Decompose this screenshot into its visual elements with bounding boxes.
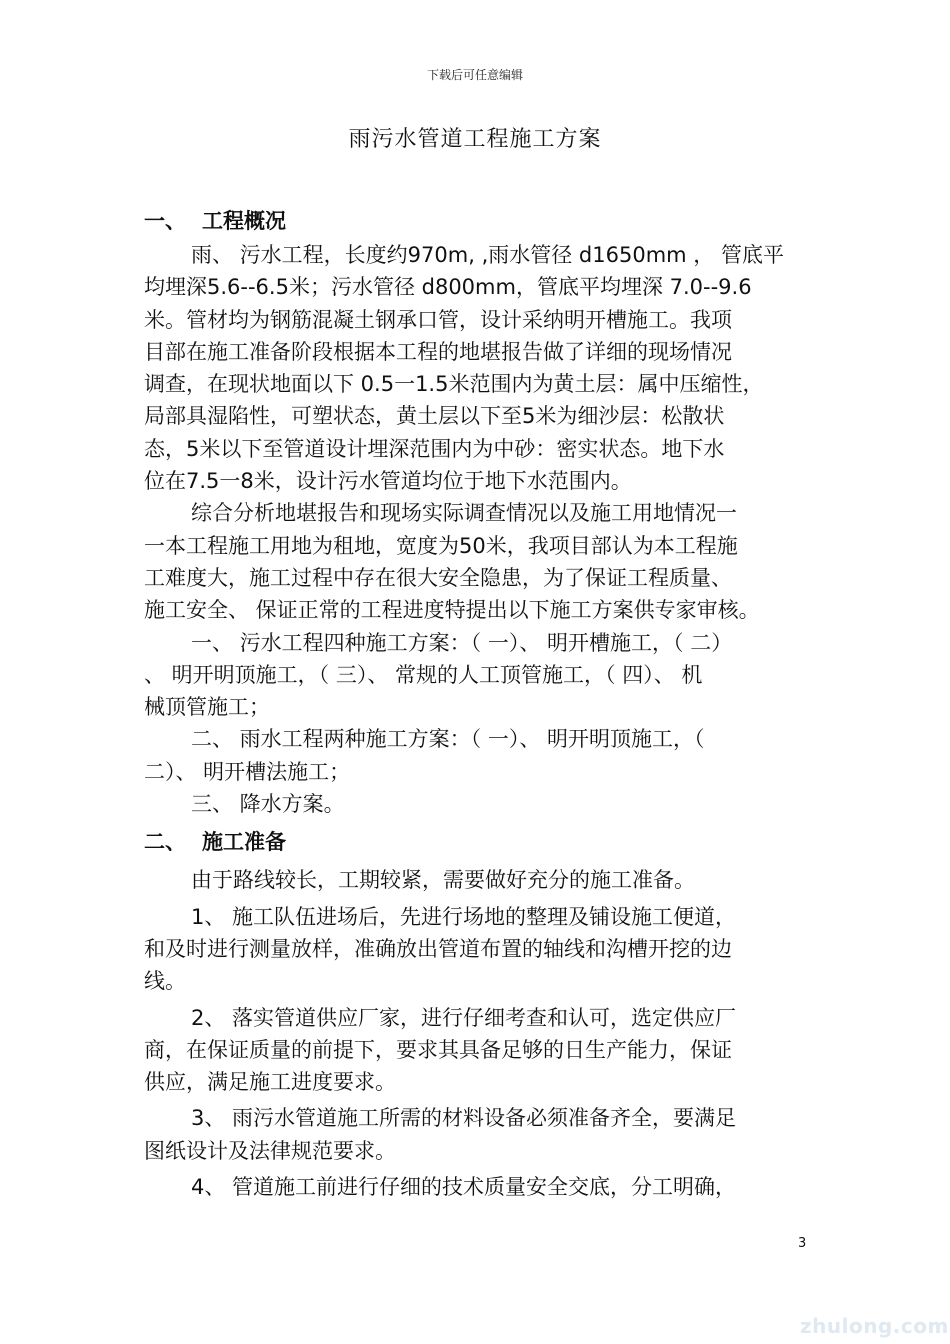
text-line: 调查，在现状地面以下 0.5一1.5米范围内为黄土层：属中压缩性， [144, 372, 764, 397]
paragraph [144, 1171, 812, 1203]
section-heading-preparation [144, 824, 812, 860]
text-line: 2、 落实管道供应厂家，进行仔细考查和认可，选定供应厂 [191, 1005, 737, 1030]
text-line: 一、 污水工程四种施工方案：（ 一）、 明开槽施工，（ 二） [191, 630, 733, 655]
text-line: 、 明开明顶施工，（ 三）、 常规的人工顶管施工，（ 四）、 机 [144, 662, 703, 687]
text-line: 施工安全、 保证正常的工程进度特提出以下施工方案供专家审核。 [144, 598, 760, 623]
text-line: 线。 [144, 969, 186, 994]
section-body-preparation [144, 864, 812, 1203]
text-line: 米。管材均为钢筋混凝土钢承口管，设计采纳明开槽施工。我项 [144, 307, 732, 332]
text-line: 位在7.5一8米，设计污水管道均位于地下水范围内。 [144, 469, 632, 494]
paragraph [144, 239, 812, 497]
document-title: 雨污水管道工程施工方案 [348, 127, 602, 152]
text-line: 一本工程施工用地为租地，宽度为50米，我项目部认为本工程施 [144, 533, 738, 558]
section-body-overview [144, 239, 812, 820]
section-number: 二、 [144, 830, 186, 855]
text-line: 综合分析地堪报告和现场实际调查情况以及施工用地情况一 [191, 501, 737, 526]
text-line: 目部在施工准备阶段根据本工程的地堪报告做了详细的现场情况 [144, 339, 732, 364]
section-number: 一、 [144, 209, 186, 233]
text-line: 二、 雨水工程两种施工方案：（ 一）、 明开明顶施工，（ [191, 727, 705, 752]
text-line: 由于路线较长，工期较紧，需要做好充分的施工准备。 [191, 868, 695, 893]
text-line: 商，在保证质量的前提下，要求其具备足够的日生产能力，保证 [144, 1037, 732, 1062]
text-line: 4、 管道施工前进行仔细的技术质量安全交底，分工明确， [191, 1175, 737, 1200]
text-line: 雨、 污水工程，长度约970m, ,雨水管径 d1650mm ， 管底平 [191, 243, 784, 267]
text-line: 态，5米以下至管道设计埋深范围内为中砂：密实状态。地下水 [144, 436, 725, 461]
text-line: 二）、 明开槽法施工； [144, 759, 351, 784]
text-line: 局部具湿陷性，可塑状态，黄土层以下至5米为细沙层：松散状 [144, 404, 725, 429]
section-title: 工程概况 [202, 209, 286, 233]
text-line: 3、 雨污水管道施工所需的材料设备必须准备齐全，要满足 [191, 1106, 737, 1131]
text-line: 供应，满足施工进度要求。 [144, 1070, 396, 1095]
page-number: 3 [798, 1236, 807, 1251]
watermark: zhulong.com [800, 1314, 949, 1338]
header-note: 下载后可任意编辑 [426, 68, 523, 82]
text-line: 均埋深5.6--6.5米；污水管径 d800mm，管底平均埋深 7.0--9.6 [144, 275, 752, 300]
text-line: 械顶管施工； [144, 695, 270, 720]
paragraph [144, 788, 812, 820]
section-title: 施工准备 [202, 830, 286, 855]
text-line: 1、 施工队伍进场后，先进行场地的整理及铺设施工便道， [191, 904, 737, 929]
text-line: 图纸设计及法律规范要求。 [144, 1138, 396, 1163]
text-line: 和及时进行测量放样，准确放出管道布置的轴线和沟槽开挖的边 [144, 936, 732, 961]
paragraph [144, 627, 812, 724]
paragraph [144, 497, 812, 626]
paragraph [144, 864, 812, 896]
paragraph [144, 1002, 812, 1099]
document-body [144, 203, 812, 1203]
paragraph [144, 1102, 812, 1167]
paragraph [144, 723, 812, 788]
text-line: 三、 降水方案。 [191, 792, 345, 817]
paragraph [144, 901, 812, 998]
section-heading-overview [144, 203, 812, 239]
text-line: 工难度大，施工过程中存在很大安全隐患，为了保证工程质量、 [144, 565, 732, 590]
